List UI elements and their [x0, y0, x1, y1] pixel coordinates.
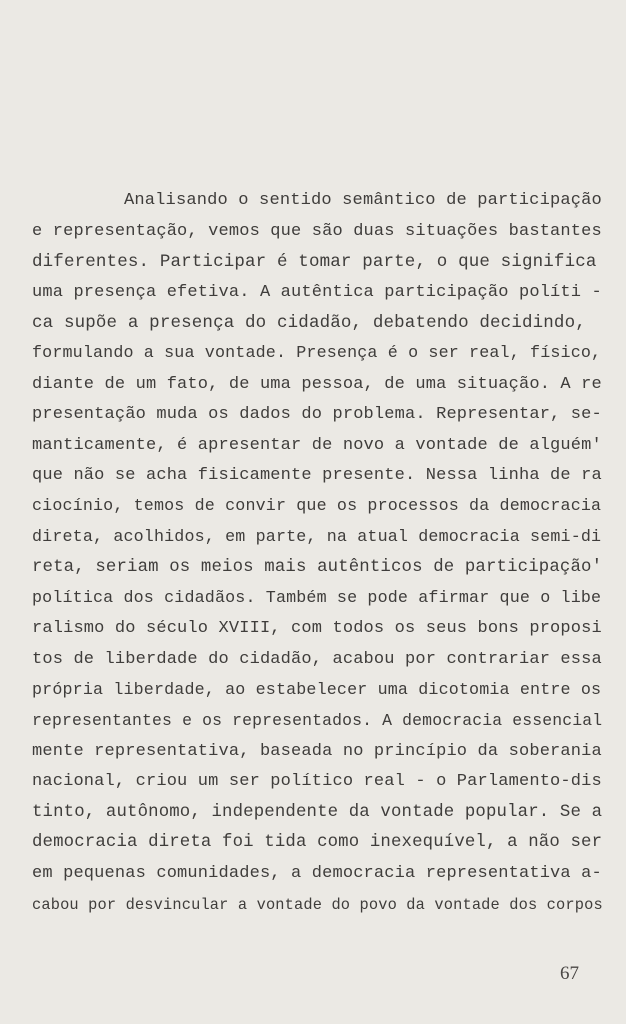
text-line: representantes e os representados. A democracia essencial	[32, 711, 603, 731]
text-line: ciocínio, temos de convir que os processos da democracia	[32, 496, 602, 516]
text-line: diferentes. Participar é tomar parte, o que significa	[32, 252, 597, 273]
text-line: Analisando o sentido semântico de participação	[124, 191, 602, 210]
text-line: democracia direta foi tida como inexequível, a não ser	[32, 833, 603, 853]
text-line: tinto, autônomo, independente da vontade popular. Se a	[32, 802, 603, 822]
text-line: presentação muda os dados do problema. Representar, se-	[32, 405, 602, 425]
text-line: mente representativa, baseada no princípio da soberania	[32, 741, 602, 761]
text-line: cabou por desvincular a vontade do povo da vontade dos corpos	[32, 895, 603, 914]
text-line: manticamente, é apresentar de novo a vontade de alguém'	[32, 435, 602, 455]
text-line: que não se acha fisicamente presente. Nessa linha de ra	[32, 466, 602, 486]
text-line: em pequenas comunidades, a democracia representativa a-	[32, 864, 602, 884]
text-line: direta, acolhidos, em parte, na atual democracia semi-di	[32, 527, 602, 547]
text-line: própria liberdade, ao estabelecer uma dicotomia entre os	[32, 680, 602, 700]
page-number: 67	[560, 963, 579, 984]
text-line: reta, seriam os meios mais autênticos de participação'	[32, 558, 603, 578]
text-line: ca supõe a presença do cidadão, debatendo decidindo,	[32, 313, 586, 334]
text-line: e representação, vemos que são duas situações bastantes	[32, 221, 602, 241]
text-line: nacional, criou um ser político real - o Parlamento-dis	[32, 772, 602, 792]
text-line: diante de um fato, de uma pessoa, de uma situação. A re	[32, 374, 602, 394]
text-line: formulando a sua vontade. Presença é o ser real, físico,	[32, 343, 602, 363]
text-line: política dos cidadãos. Também se pode afirmar que o libe	[32, 588, 602, 608]
text-line: uma presença efetiva. A autêntica participação políti -	[32, 282, 602, 302]
text-line: ralismo do século XVIII, com todos os seus bons proposi	[32, 619, 602, 639]
body-paragraph	[32, 186, 602, 920]
text-line: tos de liberdade do cidadão, acabou por contrariar essa	[32, 649, 602, 669]
